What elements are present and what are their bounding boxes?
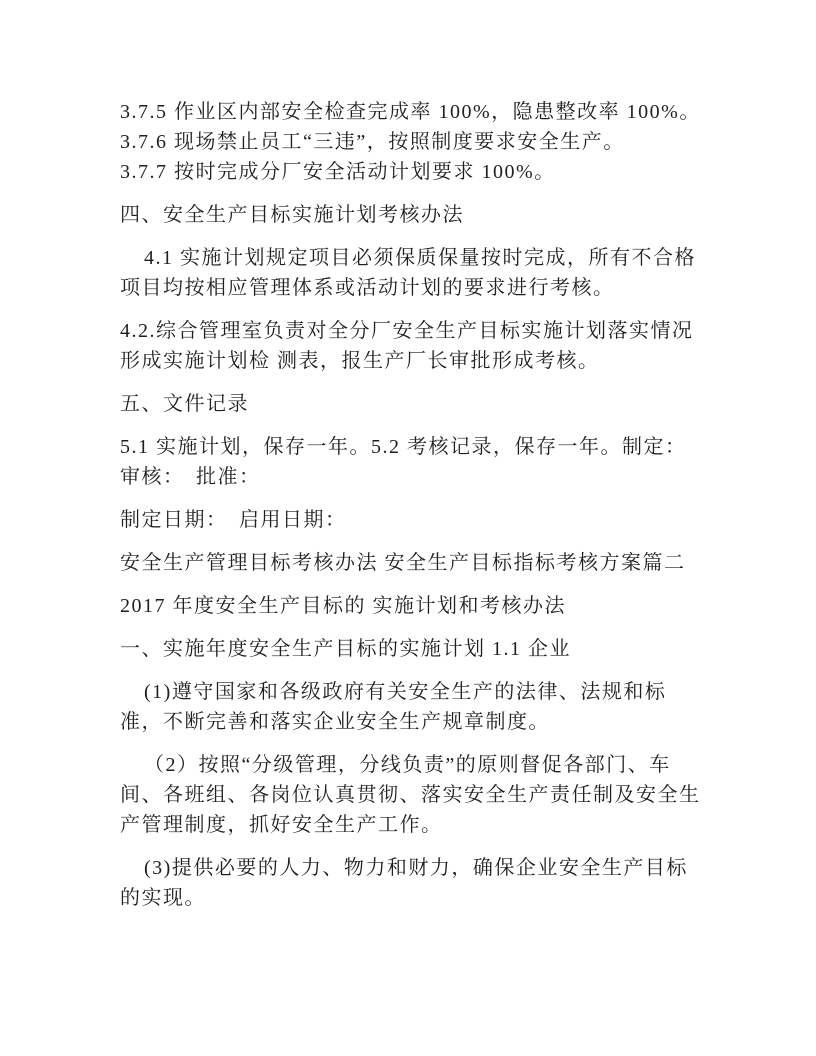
text-line: 3.7.6 现场禁止员工“三违”，按照制度要求安全生产。 bbox=[120, 131, 625, 153]
para-5-records bbox=[120, 432, 728, 492]
section-heading: 四、安全生产目标实施计划考核办法 bbox=[120, 204, 464, 226]
text-line: 4.2.综合管理室负责对全分厂安全生产目标实施计划落实情况 bbox=[120, 320, 694, 342]
para-item-2 bbox=[120, 750, 728, 840]
para-4-2 bbox=[120, 316, 728, 376]
text-line: （2）按照“分级管理，分线负责”的原则督促各部门、车 bbox=[144, 754, 671, 776]
text-line: 间、各班组、各岗位认真贯彻、落实安全生产责任制及安全生 bbox=[120, 784, 701, 806]
text-line: 审核： 批准： bbox=[120, 466, 261, 488]
line-2017-title bbox=[120, 591, 728, 621]
text-line: 准，不断完善和落实企业安全生产规章制度。 bbox=[120, 711, 550, 733]
text-line: 3.7.7 按时完成分厂安全活动计划要求 100%。 bbox=[120, 161, 556, 183]
clauses-3-7 bbox=[120, 97, 728, 187]
text-line: 安全生产管理目标考核办法 安全生产目标指标考核方案篇二 bbox=[120, 552, 686, 574]
text-line: 项目均按相应管理体系或活动计划的要求进行考核。 bbox=[120, 277, 615, 299]
section-heading: 一、实施年度安全生产目标的实施计划 1.1 企业 bbox=[120, 638, 571, 660]
line-doc-titles bbox=[120, 548, 728, 578]
text-line: 3.7.5 作业区内部安全检查完成率 100%，隐患整改率 100%。 bbox=[120, 101, 701, 123]
heading-section-5 bbox=[120, 389, 728, 419]
section-heading: 五、文件记录 bbox=[120, 393, 249, 415]
text-line: 5.1 实施计划，保存一年。5.2 考核记录，保存一年。制定： bbox=[120, 436, 687, 458]
text-line: 制定日期： 启用日期： bbox=[120, 509, 347, 531]
para-item-3 bbox=[120, 853, 728, 913]
text-line: (1)遵守国家和各级政府有关安全生产的法律、法规和标 bbox=[144, 681, 667, 703]
para-4-1 bbox=[120, 243, 728, 303]
text-line: 的实现。 bbox=[120, 887, 206, 909]
text-line: 2017 年度安全生产目标的 实施计划和考核办法 bbox=[120, 595, 566, 617]
heading-section-4 bbox=[120, 200, 728, 230]
text-line: (3)提供必要的人力、物力和财力，确保企业安全生产目标 bbox=[144, 857, 688, 879]
heading-section-1 bbox=[120, 634, 728, 664]
text-line: 产管理制度，抓好安全生产工作。 bbox=[120, 814, 443, 836]
para-item-1 bbox=[120, 677, 728, 737]
text-line: 4.1 实施计划规定项目必须保质保量按时完成，所有不合格 bbox=[144, 247, 696, 269]
line-dates bbox=[120, 505, 728, 535]
text-line: 形成实施计划检 测表，报生产厂长审批形成考核。 bbox=[120, 350, 600, 372]
